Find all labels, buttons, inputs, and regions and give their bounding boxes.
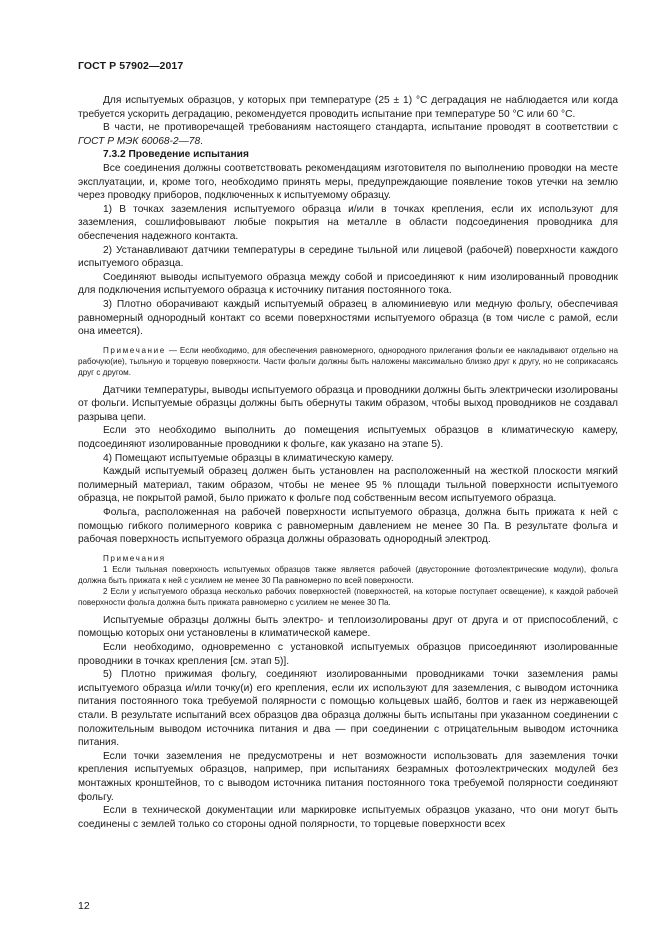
section-heading: 7.3.2 Проведение испытания: [103, 149, 249, 161]
paragraph: 3) Плотно оборачивают каждый испытуемый образец в алюминиевую или медную фольгу, обеспечивая равномерный однородный контакт со всеми поверхностями испытуемого образца (в том числе с рамой, если она имеется).: [78, 298, 618, 338]
note-item: 2 Если у испытуемого образца несколько рабочих поверхностей (поверхностей, на которые поступает освещение), к каждой рабочей поверхности фольга должна быть прижата равномерно с усилием не менее 30 Па.: [78, 586, 618, 607]
paragraph: Если точки заземления не предусмотрены и нет возможности использовать для заземления точки крепления испытуемых образцов, например, при испытаниях безрамных фотоэлектрических модулей без монтажных кронштейнов, то с выводом источника питания постоянного тока требуемой полярности соединяют фольгу.: [78, 750, 618, 803]
page-header-standard-id: ГОСТ Р 57902—2017: [78, 60, 184, 72]
note-item: 1 Если тыльная поверхность испытуемых образцов также является рабочей (двусторонние фотоэлектрические модули), фольга должна быть прижата к ней с усилием не менее 30 Па равномерно по всей поверхности.: [78, 564, 618, 585]
paragraph-text: В части, не противоречащей требованиям настоящего стандарта, испытание проводят в соответствии с: [103, 122, 618, 134]
paragraph: 1) В точках заземления испытуемого образца и/или в точках крепления, если их используют для заземления, сошлифовывают любые покрытия на металле в области подсоединения проводника для обеспечения надежного контакта.: [78, 203, 618, 242]
paragraph-with-reference: [78, 121, 618, 148]
paragraph: Для испытуемых образцов, у которых при температуре (25 ± 1) °С деградация не наблюдается или когда требуется ускорить деградацию, рекомендуется проводить испытание при температуре 50 °С или 60 °С.: [78, 95, 618, 120]
notes-title: Примечания: [103, 553, 166, 563]
paragraph: Все соединения должны соответствовать рекомендациям изготовителя по выполнению проводки на месте эксплуатации, и, кроме того, необходимо принять меры, предупреждающие появление токов утечки на землю через проводку приборов, подключенных к испытуемому образцу.: [78, 162, 618, 202]
page-number: 12: [78, 900, 90, 912]
paragraph: Если это необходимо выполнить до помещения испытуемых образцов в климатическую камеру, подсоединяют изолированные проводники к фольге, как указано на этапе 5).: [78, 425, 618, 451]
paragraph: Испытуемые образцы должны быть электро- и теплоизолированы друг от друга и от приспособлений, с помощью которых они установлены в климатической камере.: [78, 614, 618, 640]
paragraph-text: .: [200, 135, 203, 147]
paragraph: Если в технической документации или маркировке испытуемых образцов указано, что они могут быть соединены с землей только со стороны одной полярности, то торцевые поверхности всех: [78, 805, 618, 830]
note: [78, 345, 618, 378]
document-body: [78, 94, 618, 831]
paragraph: Каждый испытуемый образец должен быть установлен на расположенный на жесткой плоскости мягкий полимерный материал, таким образом, чтобы не менее 95 % площади тыльной поверхности испытуемого образца, не покрытой рамой, было прижато к фольге под собственным весом испытуемого образца.: [78, 466, 618, 505]
note-label: Примечание: [103, 345, 166, 355]
paragraph: 5) Плотно прижимая фольгу, соединяют изолированными проводниками точки заземления рамы испытуемого образца и/или точку(и) его крепления, если их используют для заземления, с выводом источника питания постоянного тока требуемой полярности с помощью кольцевых шайб, болтов и гаек из нержавеющей стали. В результате испытаний всех образцов два образца должны быть испытаны при указанном соединении с положительным выводом источника питания и два — при соединении с отрицательным выводом источника питания.: [78, 669, 618, 749]
paragraph: 2) Устанавливают датчики температуры в середине тыльной или лицевой (рабочей) поверхности каждого испытуемого образца.: [78, 244, 618, 270]
paragraph: Соединяют выводы испытуемого образца между собой и присоединяют к ним изолированный проводник для подключения испытуемого образца к источнику питания постоянного тока.: [78, 271, 618, 297]
paragraph: Датчики температуры, выводы испытуемого образца и проводники должны быть электрически изолированы от фольги. Испытуемые образцы должны быть обернуты таким образом, чтобы выход проводников не создавал разрыва цепи.: [78, 384, 618, 423]
paragraph: Фольга, расположенная на рабочей поверхности испытуемого образца, должна быть прижата к ней с помощью гибкого полимерного коврика с равномерным давлением не менее 30 Па. В результате фольга и рабочая поверхность испытуемого образца должны образовать однородный электрод.: [78, 507, 618, 546]
note-text: — Если необходимо, для обеспечения равномерного, однородного прилегания фольги ее накладывают отдельно на рабочую(ие), тыльную и торцевую поверхности. Части фольги должны быть наложены максимально близко друг к другу, но не соприкасаясь друг с другом.: [78, 345, 618, 377]
paragraph: 4) Помещают испытуемые образцы в климатическую камеру.: [103, 452, 394, 464]
standard-reference: ГОСТ Р МЭК 60068-2—78: [78, 135, 201, 147]
paragraph: Если необходимо, одновременно с установкой испытуемых образцов присоединяют изолированные проводники в точках крепления [см. этап 5)].: [78, 642, 618, 667]
